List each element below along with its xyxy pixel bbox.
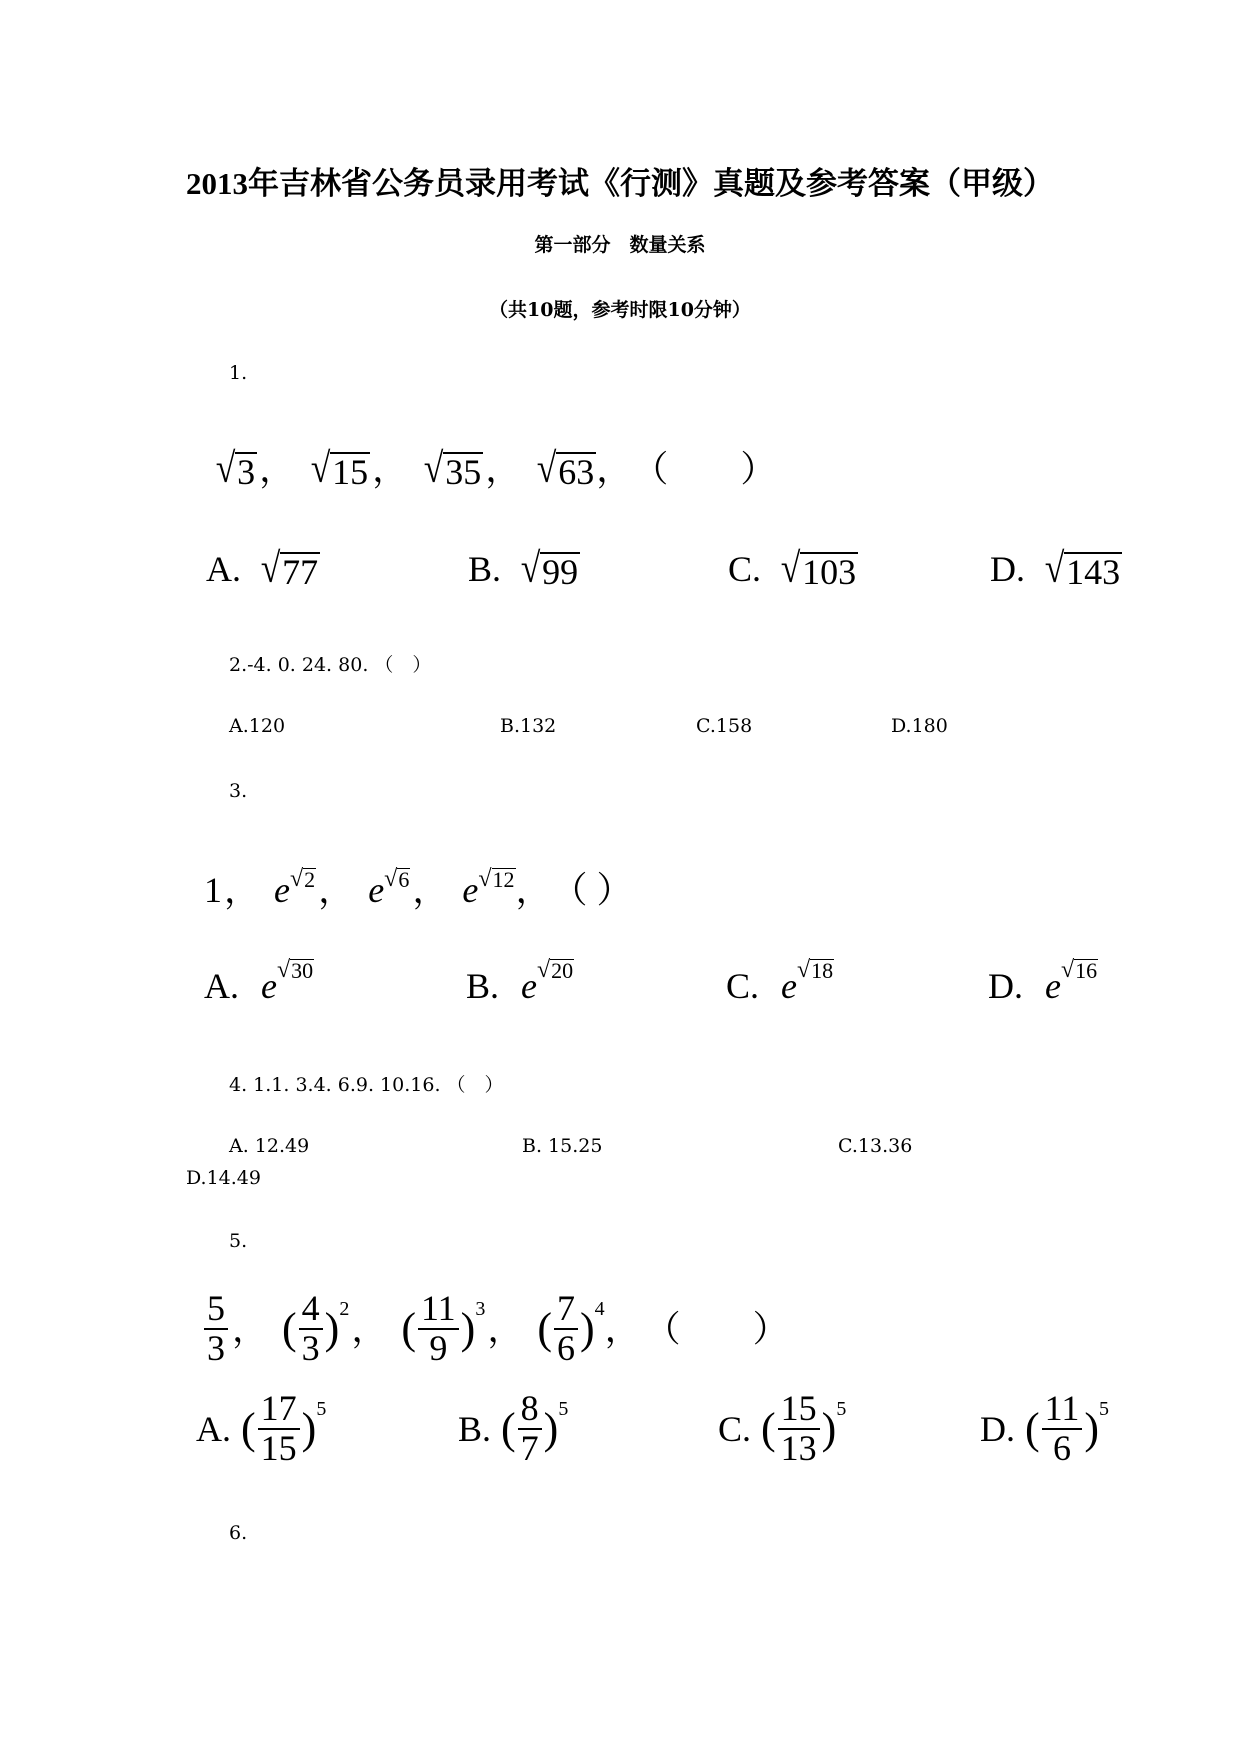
- q3-term-2: e √ 2: [274, 866, 316, 910]
- q3-term-1: 1: [204, 870, 222, 910]
- q5-option-d: D. ( $\frac{11}{6}$ ) 5: [980, 1388, 1109, 1468]
- q2-option-d: D.180: [891, 715, 948, 737]
- q1-blank: （ ）: [632, 449, 777, 489]
- q6-number: 6.: [229, 1522, 248, 1544]
- q5-separator: ，: [604, 1308, 641, 1349]
- q3-blank: （ ）: [551, 870, 633, 910]
- q1-option-b: B. √ 99: [468, 546, 579, 592]
- q2-option-c: C.158: [696, 715, 753, 737]
- q1-term-1: √ 3: [215, 446, 256, 492]
- q1-term-3: √ 35: [423, 446, 482, 492]
- q3-separator: ，: [224, 870, 261, 910]
- q3-number: 3.: [229, 780, 248, 802]
- q1-sequence: [214, 448, 776, 490]
- q4-option-a: A. 12.49: [229, 1135, 310, 1157]
- q3-option-c: C. e √ 18: [726, 957, 834, 1006]
- q3-option-a: A. e √ 30: [204, 957, 314, 1006]
- q5-term-4: ( $\frac{7}{6}$ ) 4: [537, 1288, 605, 1368]
- q5-option-c: C. ( $\frac{15}{13}$ ) 5: [718, 1388, 847, 1468]
- q1-option-c: C. √ 103: [728, 546, 857, 592]
- q3-option-b: B. e √ 20: [466, 957, 574, 1006]
- q5-term-3: ( $\frac{11}{9}$ ) 3: [401, 1288, 486, 1368]
- q5-separator: ，: [351, 1308, 388, 1349]
- q3-separator: ，: [318, 870, 355, 910]
- q5-separator: ，: [487, 1308, 524, 1349]
- q1-term-2: √ 15: [310, 446, 369, 492]
- q1-separator: ，: [372, 449, 409, 489]
- q1-term-4: √ 63: [536, 446, 595, 492]
- q3-option-d: D. e √ 16: [988, 957, 1098, 1006]
- q1-option-a: A. √ 77: [206, 546, 319, 592]
- q5-option-b: B. ( $\frac{8}{7}$ ) 5: [458, 1388, 569, 1468]
- q3-term-4: e √ 12: [462, 866, 515, 910]
- page-title: 2013年吉林省公务员录用考试《行测》真题及参考答案（甲级）: [186, 166, 1054, 201]
- q5-separator: ，: [232, 1308, 269, 1349]
- q5-blank: （ ）: [644, 1308, 789, 1349]
- q5-option-a: A. ( $\frac{17}{15}$ ) 5: [196, 1388, 327, 1468]
- q3-separator: ，: [515, 870, 552, 910]
- q3-term-3: e √ 6: [368, 866, 410, 910]
- q5-sequence: [202, 1290, 789, 1368]
- q4-option-c: C.13.36: [838, 1135, 913, 1157]
- q2-option-b: B.132: [500, 715, 557, 737]
- q1-number: 1.: [229, 362, 248, 384]
- q5-term-1: $\frac{5}{3}$: [204, 1290, 228, 1368]
- q3-sequence: [204, 866, 633, 910]
- q2-text: 2.-4. 0. 24. 80. （ ）: [229, 654, 432, 676]
- q1-separator: ，: [259, 449, 296, 489]
- q4-text: 4. 1.1. 3.4. 6.9. 10.16. （ ）: [229, 1074, 504, 1096]
- q1-option-d: D. √ 143: [990, 546, 1121, 592]
- q5-number: 5.: [229, 1230, 248, 1252]
- q1-separator: ，: [485, 449, 522, 489]
- part-heading: 第一部分 数量关系: [534, 234, 706, 256]
- q2-option-a: A.120: [229, 715, 286, 737]
- q4-option-d: D.14.49: [186, 1167, 261, 1189]
- q5-term-2: ( $\frac{4}{3}$ ) 2: [282, 1288, 350, 1368]
- time-note: （共10题，参考时限10分钟）: [489, 299, 751, 321]
- q4-option-b: B. 15.25: [522, 1135, 603, 1157]
- q3-separator: ，: [412, 870, 449, 910]
- q1-separator: ，: [596, 449, 633, 489]
